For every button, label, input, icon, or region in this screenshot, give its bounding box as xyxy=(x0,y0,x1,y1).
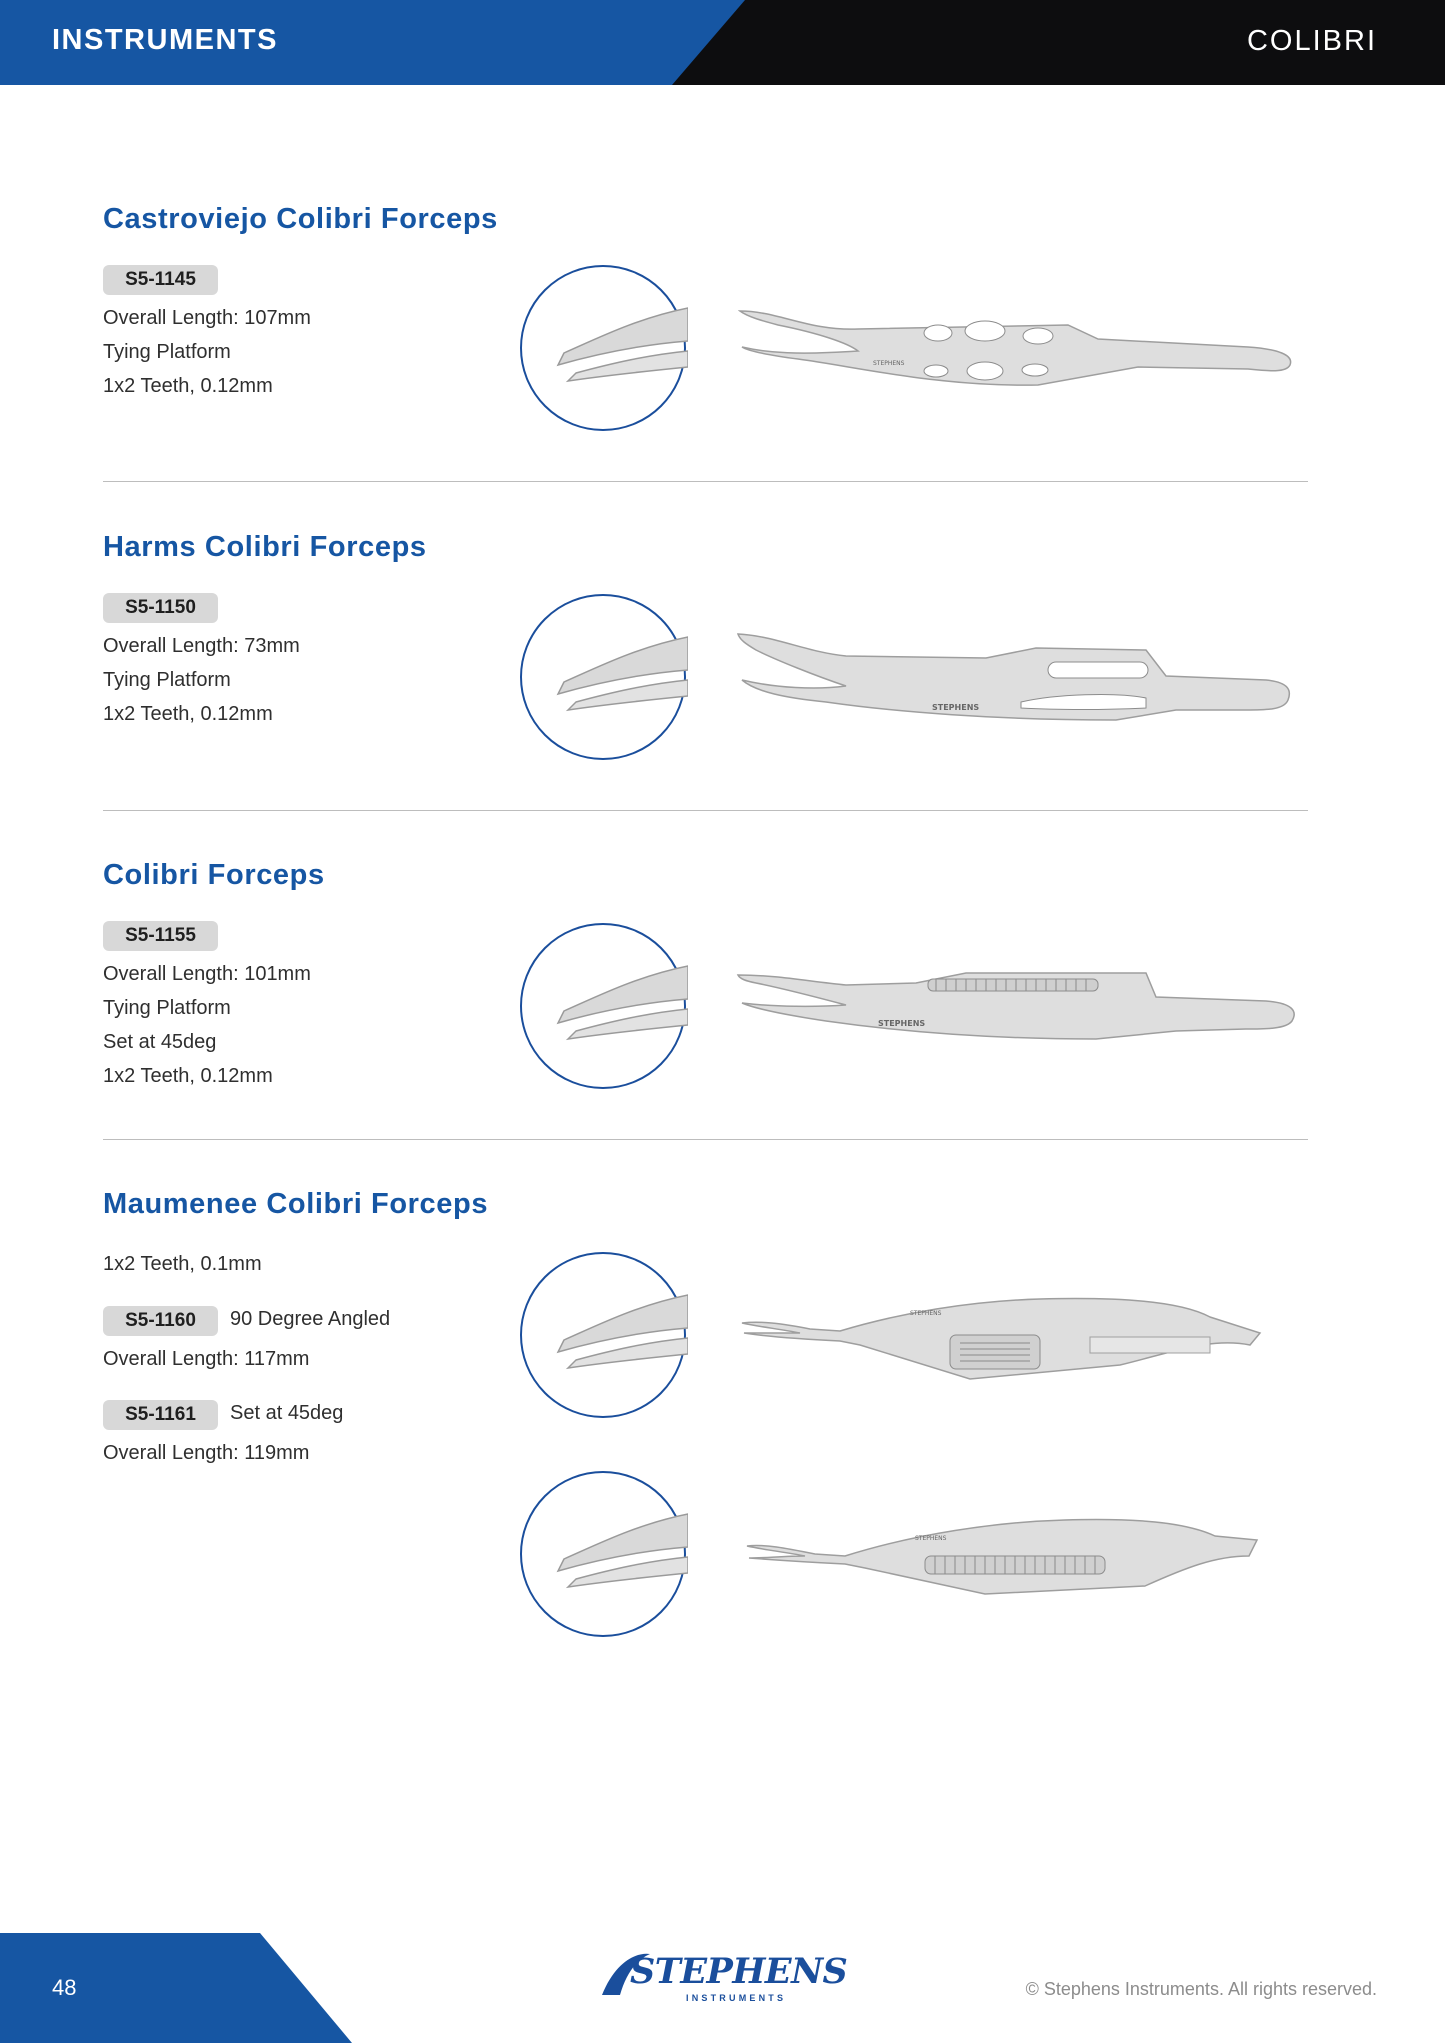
spec-line: Overall Length: 107mm xyxy=(103,307,311,329)
spec-line: Overall Length: 119mm xyxy=(103,1442,310,1464)
section-divider xyxy=(103,481,1308,482)
engraving-text: STEPHENS xyxy=(878,1019,926,1028)
engraving-text: STEPHENS xyxy=(932,703,980,712)
spec-line: Overall Length: 73mm xyxy=(103,635,300,657)
product-title: Colibri Forceps xyxy=(103,859,325,891)
spec-line: 1x2 Teeth, 0.1mm xyxy=(103,1253,262,1275)
logo-wordmark: STEPHENS xyxy=(630,1951,848,1992)
spec-line: Tying Platform xyxy=(103,341,231,363)
variant-description: Set at 45deg xyxy=(230,1402,344,1424)
section-divider xyxy=(103,810,1308,811)
spec-line: Set at 45deg xyxy=(103,1031,217,1053)
product-title: Harms Colibri Forceps xyxy=(103,531,427,563)
page-number: 48 xyxy=(52,1975,77,2000)
header-section-title: INSTRUMENTS xyxy=(52,24,278,56)
needle-holder-image xyxy=(745,1508,1300,1603)
tip-detail-image xyxy=(518,263,688,433)
forceps-image xyxy=(736,630,1296,725)
forceps-image xyxy=(738,303,1298,393)
copyright-notice: © Stephens Instruments. All rights reserved. xyxy=(1025,1979,1377,1999)
forceps-image xyxy=(736,965,1301,1045)
tip-detail-image xyxy=(518,592,688,762)
tip-detail-image xyxy=(518,921,688,1091)
header-bar xyxy=(0,0,1445,85)
engraving-text: STEPHENS xyxy=(910,1310,942,1317)
product-code-badge: S5-1160 xyxy=(103,1306,218,1336)
spec-line: 1x2 Teeth, 0.12mm xyxy=(103,1065,273,1087)
needle-holder-image xyxy=(740,1293,1300,1388)
product-code-badge: S5-1161 xyxy=(103,1400,218,1430)
spec-line: Tying Platform xyxy=(103,669,231,691)
engraving-text: STEPHENS xyxy=(915,1535,947,1542)
section-divider xyxy=(103,1139,1308,1140)
variant-description: 90 Degree Angled xyxy=(230,1308,391,1330)
product-code-badge: S5-1145 xyxy=(103,265,218,295)
spec-line: Overall Length: 117mm xyxy=(103,1348,310,1370)
product-title: Maumenee Colibri Forceps xyxy=(103,1188,489,1220)
spec-line: 1x2 Teeth, 0.12mm xyxy=(103,703,273,725)
product-code-badge: S5-1155 xyxy=(103,921,218,951)
tip-detail-image xyxy=(518,1469,688,1639)
tip-detail-image xyxy=(518,1250,688,1420)
spec-line: Overall Length: 101mm xyxy=(103,963,311,985)
spec-line: 1x2 Teeth, 0.12mm xyxy=(103,375,273,397)
product-code-badge: S5-1150 xyxy=(103,593,218,623)
engraving-text: STEPHENS xyxy=(873,360,905,367)
header-category: COLIBRI xyxy=(1246,25,1377,57)
spec-line: Tying Platform xyxy=(103,997,231,1019)
product-title: Castroviejo Colibri Forceps xyxy=(103,203,498,235)
logo-subtitle: INSTRUMENTS xyxy=(686,1993,787,2003)
